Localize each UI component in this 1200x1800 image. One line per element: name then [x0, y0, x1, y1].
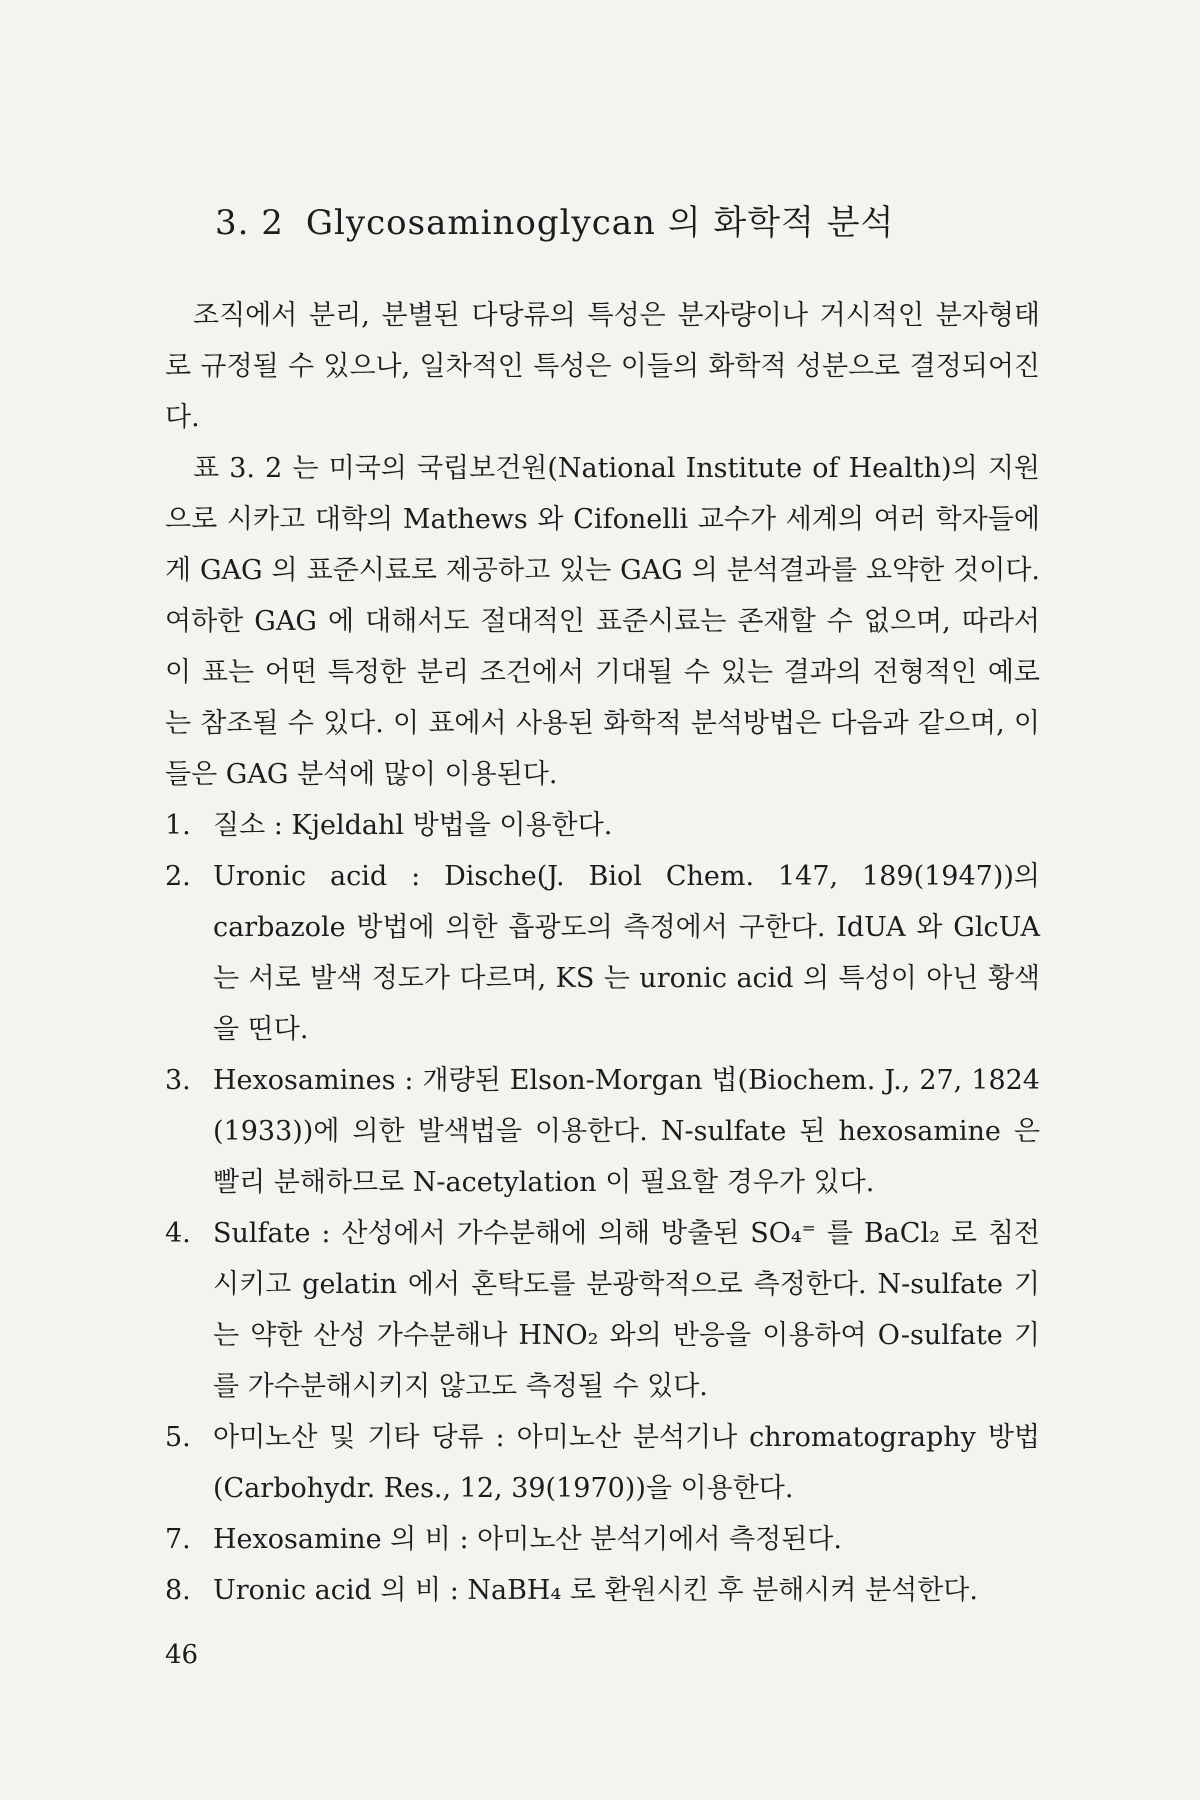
paragraph: 조직에서 분리, 분별된 다당류의 특성은 분자량이나 거시적인 분자형태로 규정될 수 있으나, 일차적인 특성은 이들의 화학적 성분으로 결정되어진다.: [165, 300, 1040, 433]
list-item-number: 7.: [165, 1524, 191, 1555]
list-item-number: 4.: [165, 1218, 191, 1249]
list-item-text: Hexosamines : 개량된 Elson-Morgan 법(Biochem. J., 27, 1824 (1933))에 의한 발색법을 이용한다. N-sulfate 된 hexosamine 은 빨리 분해하므로 N-acetylation 이 필요할 경우가 있다.: [213, 1065, 1040, 1198]
list-item: [165, 1055, 1040, 1208]
page-body: [165, 290, 1040, 1616]
section-heading: [215, 195, 894, 244]
list-item: [165, 1412, 1040, 1514]
list-item-text: Uronic acid 의 비 : NaBH₄ 로 환원시킨 후 분해시켜 분석한다.: [213, 1575, 978, 1606]
section-title: Glycosaminoglycan 의 화학적 분석: [305, 203, 895, 243]
list-item: [165, 1565, 1040, 1616]
list-item-text: 질소 : Kjeldahl 방법을 이용한다.: [213, 810, 613, 841]
list-item-text: Uronic acid : Dische(J. Biol Chem. 147, 189(1947))의 carbazole 방법에 의한 흡광도의 측정에서 구한다. IdUA 와 GlcUA 는 서로 발색 정도가 다르며, KS 는 uronic acid 의 특성이 아닌 황색을 띤다.: [213, 861, 1040, 1045]
list-item-text: Sulfate : 산성에서 가수분해에 의해 방출된 SO₄⁼ 를 BaCl₂ 로 침전시키고 gelatin 에서 혼탁도를 분광학적으로 측정한다. N-sulfate 기는 약한 산성 가수분해나 HNO₂ 와의 반응을 이용하여 O-sulfate 기를 가수분해시키지 않고도 측정될 수 있다.: [213, 1218, 1040, 1402]
list-item: [165, 851, 1040, 1055]
list-item: [165, 800, 1040, 851]
list-item-number: 2.: [165, 861, 191, 892]
method-list: [165, 800, 1040, 1616]
list-item-text: Hexosamine 의 비 : 아미노산 분석기에서 측정된다.: [213, 1524, 842, 1555]
list-item-number: 8.: [165, 1575, 191, 1606]
list-item-number: 5.: [165, 1422, 191, 1453]
list-item: [165, 1208, 1040, 1412]
list-item: [165, 1514, 1040, 1565]
list-item-number: 1.: [165, 810, 191, 841]
list-item-number: 3.: [165, 1065, 191, 1096]
page-number: 46: [165, 1640, 199, 1670]
section-number: 3. 2: [215, 203, 284, 243]
list-item-text: 아미노산 및 기타 당류 : 아미노산 분석기나 chromatography 방법(Carbohydr. Res., 12, 39(1970))을 이용한다.: [213, 1422, 1040, 1504]
paragraph: 표 3. 2 는 미국의 국립보건원(National Institute of Health)의 지원으로 시카고 대학의 Mathews 와 Cifonelli 교수가 세계의 여러 학자들에게 GAG 의 표준시료로 제공하고 있는 GAG 의 분석결과를 요약한 것이다. 여하한 GAG 에 대해서도 절대적인 표준시료는 존재할 수 없으며, 따라서 이 표는 어떤 특정한 분리 조건에서 기대될 수 있는 결과의 전형적인 예로는 참조될 수 있다. 이 표에서 사용된 화학적 분석방법은 다음과 같으며, 이들은 GAG 분석에 많이 이용된다.: [165, 453, 1040, 790]
